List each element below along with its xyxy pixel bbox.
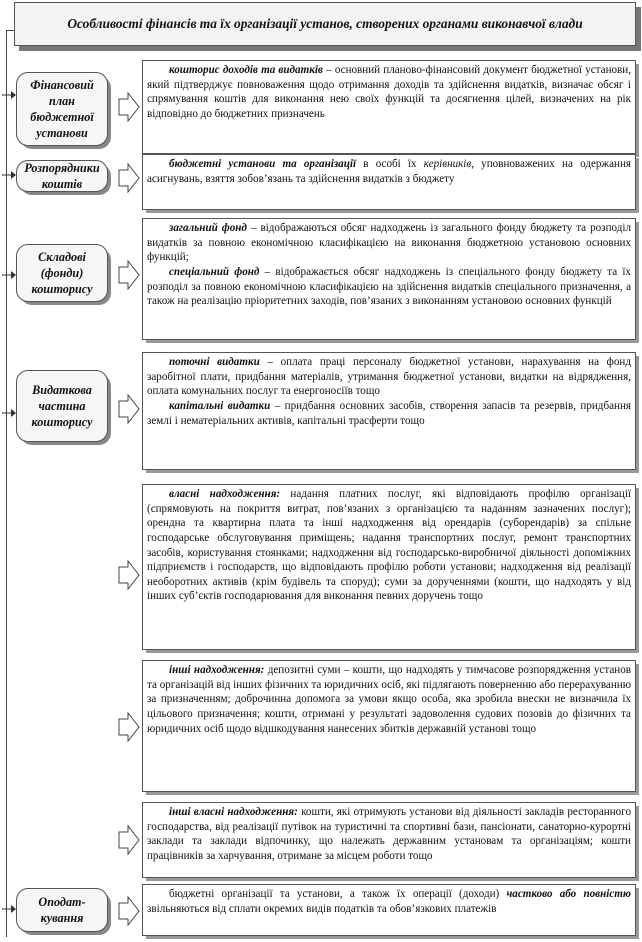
label-spending-units: Розпорядники коштів [16,160,108,192]
arrow-right-icon [2,170,16,180]
desc-expenditure [142,352,636,470]
body-text: депозитні суми – кошти, що надходять у тимчасове розпорядження установ та організацій від інших фізичних та юридичних осіб, які підлягають поверненню або перерахуванню за призначенням; доброчинна допомога за умови якщо особа, яка зробила внески не визначила їх цільового призначення; кошти, отримані у результаті задоволення судових позовів до фізичних та юридичних осіб щодо відшкодування нанесених збитків державній установі тощо [147,664,631,735]
desc-paragraph [147,663,631,736]
desc-paragraph [147,355,631,399]
term-text: частково або повністю [506,888,632,900]
chevron-right-icon [118,825,140,855]
body-text: – оплата праці персоналу бюджетної установи, нарахування на фонд заробітної плати, придбання матеріалів, утримання бюджетної установи, видатки на відрядження, оплата комунальних послуг та енергоносіїв тощо [147,356,631,398]
desc-other-own-revenues [142,802,636,878]
term-text: поточні видатки [169,356,260,368]
body-text: , уповноважених на одержання асигнувань, взяття зобов’язань та здійснення видатків з бюджету [147,158,631,185]
term-text: загальний фонд [169,222,247,234]
body-text: кошти, які отримують установи від діяльності закладів ресторанного господарства, від реалізації путівок на туристичні та спортивні бази, пансіонати, санаторно-курортні заклади та заклади відпочинку, що належать державним установам та організаціям; кошти працівників за харчування, отримане за місцем роботи тощо [147,806,631,862]
desc-paragraph [147,157,631,186]
body-text: звільняються від сплати окремих видів податків та обов’язкових платежів [147,902,497,915]
body-text: керівників [423,158,472,170]
label-expenditure: Видаткова частина кошторису [16,370,108,442]
arrow-right-icon [2,408,16,418]
desc-paragraph [147,887,631,916]
body-text: бюджетні організації та установи, а також їх операції (доходи) [169,888,507,900]
chevron-right-icon [118,163,140,193]
term-text: кошторис доходів та видатків [169,64,323,76]
desc-taxation [142,884,636,936]
body-text: – відображаються обсяг надходжень із загального фонду бюджету та розподіл видатків за повною економічною класифікацією на виконання бюджетною установою основних функцій; [147,222,631,264]
desc-paragraph [147,805,631,864]
chevron-right-icon [118,394,140,424]
diagram-title: Особливості фінансів та їх організації установ, створених органами виконавчої влади [14,2,636,46]
term-text: капітальні видатки [169,399,271,412]
connector-hook [6,30,14,31]
body-text: – відображається обсяг надходжень із спеціального фонду бюджету та їх розподіл за повною економічною класифікацією на здійснення видатків спеціального призначення, а також на реалізацію пріоритетних заходів, пов’язаних з виконанням установою основних функцій [147,265,631,308]
desc-paragraph [147,487,631,604]
desc-paragraph [147,63,631,122]
connector-line [6,30,7,937]
chevron-right-icon [118,712,140,742]
desc-spending-units [142,154,636,210]
arrow-right-icon [2,904,16,914]
body-text: – основний планово-фінансовий документ бюджетної установи, який підтверджує повноваження щодо отримання доходів та здійснення видатків, визначає обсяг і спрямування коштів для виконання нею своїх функцій та досягнення цілей, визначених на рік відповідно до бюджетних призначень [147,64,632,120]
chevron-right-icon [118,896,140,926]
chevron-right-icon [118,260,140,290]
desc-financial-plan [142,60,636,154]
desc-budget-funds [142,218,636,340]
desc-paragraph [147,399,631,428]
desc-own-revenues [142,484,636,650]
chevron-right-icon [118,560,140,590]
arrow-right-icon [2,270,16,280]
desc-paragraph [147,221,631,265]
term-text: власні надходження: [169,488,281,500]
term-text: інші надходження: [169,664,265,676]
arrow-right-icon [2,90,16,100]
desc-paragraph [147,265,631,309]
term-text: спеціальний фонд [169,265,260,278]
label-financial-plan: Фінансовий план бюджетної установи [16,72,108,146]
desc-other-revenues [142,660,636,792]
label-budget-funds: Складові (фонди) кошторису [16,244,108,302]
term-text: інші власні надходження: [169,806,298,818]
body-text: в особі їх [356,158,424,170]
chevron-right-icon [118,92,140,122]
body-text: – придбання основних засобів, створення запасів та резервів, придбання землі і нематеріальних активів, капітальні трасферти тощо [147,399,631,427]
term-text: бюджетні установи та організації [169,158,357,170]
body-text: надання платних послуг, які відповідають профілю організації (спрямовують на покриття витрат, пов’язаних з організацією та наданням зазначених послуг); орендна та квартирна плата та інші надходження від орендарів (суборендарів) за спільне господарське обслуговування приміщень; надання транспортних послуг, ремонт транспортних засобів, користування стоянками; надходження від господарсько-виробничої діяльності допоміжних підприємств і господарств, що відповідають профілю роботи установи; надходження від реалізації необоротних активів (крім будівель та споруд); суми за дорученнями (кошти, що надходять у від інших суб’єктів господарювання для виконання певних доручень тощо [147,488,631,603]
label-taxation: Оподат-кування [16,888,108,932]
